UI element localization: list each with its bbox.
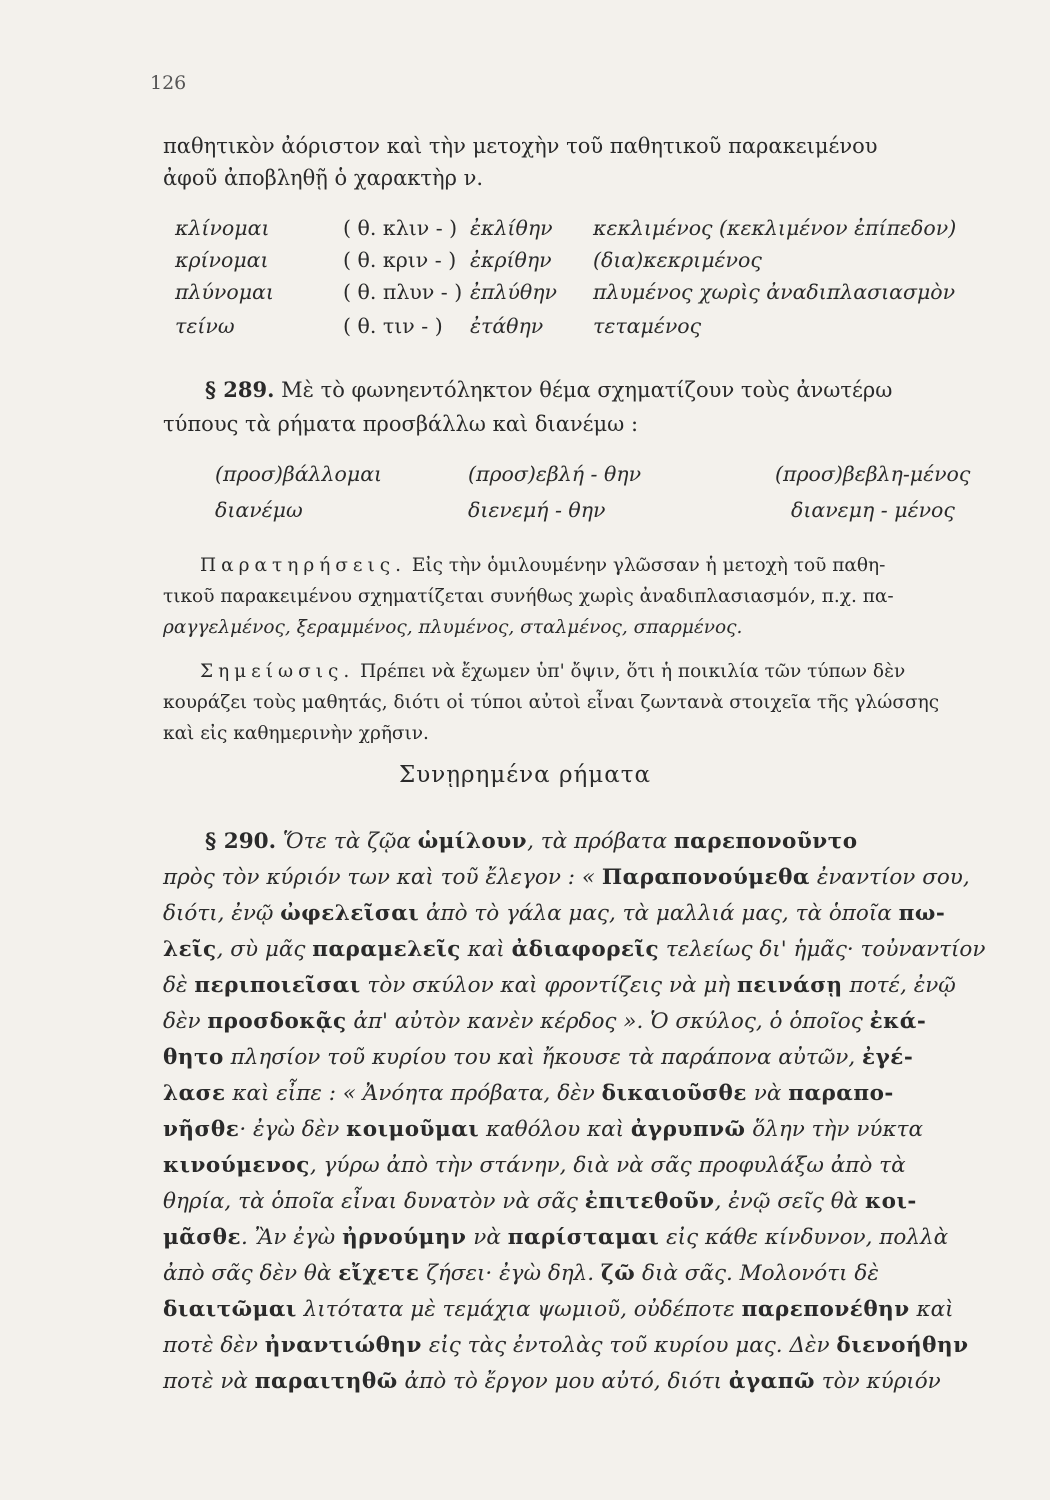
note-line-2: κουράζει τοὺς μαθητάς, διότι οἱ τύποι αὐτοὶ εἶναι ζωντανὰ στοιχεῖα τῆς γλώσσης bbox=[163, 692, 940, 713]
intro-line-1: παθητικὸν ἀόριστον καὶ τὴν μετοχὴν τοῦ παθητικοῦ παρακειμένου bbox=[163, 134, 878, 158]
note-line-1: Σημείωσις. Πρέπει νὰ ἔχωμεν ὑπ' ὄψιν, ὅτι ἡ ποικιλία τῶν τύπων δὲν bbox=[200, 661, 906, 682]
intro-line-2: ἀφοῦ ἀποβληθῇ ὁ χαρακτὴρ ν. bbox=[163, 166, 484, 190]
s290-line-15: ποτὲ δὲν ἠναντιώθην εἰς τὰς ἐντολὰς τοῦ κυρίου μας. Δὲν διενοήθην bbox=[163, 1333, 969, 1358]
verb-participle: (δια)κεκριμένος bbox=[593, 248, 762, 272]
remark-line-2: τικοῦ παρακειμένου σχηματίζεται συνήθως χωρὶς ἀναδιπλασιασμόν, π.χ. πα- bbox=[163, 586, 894, 607]
s290-line-3: διότι, ἐνῷ ὠφελεῖσαι ἀπὸ τὸ γάλα μας, τὰ μαλλιά μας, τὰ ὁποῖα πω- bbox=[163, 901, 946, 926]
s290-line-9: νῆσθε· ἐγὼ δὲν κοιμοῦμαι καθόλου καὶ ἀγρυπνῶ ὅλην τὴν νύκτα bbox=[163, 1117, 923, 1142]
s290-line-13: ἀπὸ σᾶς δὲν θὰ εἴχετε ζήσει· ἐγὼ δηλ. ζῶ διὰ σᾶς. Μολονότι δὲ bbox=[163, 1261, 879, 1286]
s290-line-5: δὲ περιποιεῖσαι τὸν σκύλον καὶ φροντίζεις νὰ μὴ πεινάσῃ ποτέ, ἐνῷ bbox=[163, 973, 956, 998]
s290-line-2: πρὸς τὸν κύριόν των καὶ τοῦ ἔλεγον : « Παραπονούμεθα ἐναντίον σου, bbox=[163, 865, 970, 890]
s290-line-4: λεῖς, σὺ μᾶς παραμελεῖς καὶ ἀδιαφορεῖς τελείως δι' ἡμᾶς· τοὐναντίον bbox=[163, 937, 986, 962]
verb-theme: ( θ. κριν - ) bbox=[343, 248, 457, 272]
verb: κλίνομαι bbox=[175, 216, 270, 240]
note-line-3: καὶ εἰς καθημερινὴν χρῆσιν. bbox=[163, 723, 429, 744]
section-289-line-2: τύπους τὰ ρήματα προσβάλλω καὶ διανέμω : bbox=[163, 412, 639, 436]
section-number: § 289. bbox=[205, 377, 275, 402]
page-number: 126 bbox=[150, 72, 187, 94]
s290-line-7: θητο πλησίον τοῦ κυρίου του καὶ ἤκουσε τὰ παράπονα αὐτῶν, ἐγέ- bbox=[163, 1045, 914, 1070]
verb-participle: τεταμένος bbox=[593, 314, 702, 338]
verb-aorist: ἐκρίθην bbox=[470, 248, 552, 272]
verb-theme: ( θ. τιν - ) bbox=[343, 314, 443, 338]
verb: πλύνομαι bbox=[175, 280, 274, 304]
section-heading: Συνῃρημένα ρήματα bbox=[398, 762, 652, 788]
remark-line-1: Παρατηρήσεις. Εἰς τὴν ὁμιλουμένην γλῶσσαν ἡ μετοχὴ τοῦ παθη- bbox=[200, 555, 886, 576]
remark-line-3: ραγγελμένος, ξεραμμένος, πλυμένος, σταλμένος, σπαρμένος. bbox=[163, 617, 743, 638]
verb-theme: ( θ. κλιν - ) bbox=[343, 216, 458, 240]
verb-aorist: ἐκλίθην bbox=[470, 216, 553, 240]
verb-participle: πλυμένος χωρὶς ἀναδιπλασιασμὸν bbox=[593, 280, 956, 304]
s290-line-12: μᾶσθε. Ἂν ἐγὼ ἠρνούμην νὰ παρίσταμαι εἰς κάθε κίνδυνον, πολλὰ bbox=[163, 1225, 949, 1250]
verb-aorist: ἐπλύθην bbox=[470, 280, 558, 304]
note-label: Σημείωσις. bbox=[200, 661, 355, 682]
book-page: 126 παθητικὸν ἀόριστον καὶ τὴν μετοχὴν τοῦ παθητικοῦ παρακειμένου ἀφοῦ ἀποβληθῇ ὁ χαρακτὴρ ν. κλίνομαι ( θ. κλιν - ) ἐκλίθην κεκλιμένος (κεκλιμένον ἐπίπεδον) κρίνομαι ( θ. κριν - ) ἐκρίθην (δια)κεκριμένος πλύνομαι ( θ. πλυν - ) ἐπλύθην πλυμένος χωρὶς ἀναδιπλασιασμὸν τείνω ( θ. τιν - ) ἐτάθην τεταμένος § 289. Μὲ τὸ φωνηεντόληκτον θέμα σχηματίζουν τοὺς ἀνωτέρω τύπους τὰ ρήματα προσβάλλω καὶ διανέμω : (προσ)βάλλομαι (προσ)εβλή - θην (προσ)βεβλη-μένος διανέμω διενεμή - θην διανεμη - μένος Παρατηρήσεις. Εἰς τὴν ὁμιλουμένην γλῶσσαν ἡ μετοχὴ τοῦ παθη- τικοῦ παρακειμένου σχηματίζεται συνήθως χωρὶς ἀναδιπλασιασμόν, π.χ. πα- ραγγελμένος, ξεραμμένος, πλυμένος, σταλμένος, σπαρμένος. Σημείωσις. Πρέπει νὰ ἔχωμεν ὑπ' ὄψιν, ὅτι ἡ ποικιλία τῶν τύπων δὲν κουράζει τοὺς μαθητάς, διότι οἱ τύποι αὐτοὶ εἶναι ζωντανὰ στοιχεῖα τῆς γλώσσης καὶ εἰς καθημερινὴν χρῆσιν. Συνῃρημένα ρήματα § 290. Ὅτε τὰ ζῷα ὡμίλουν, τὰ πρόβατα παρεπονοῦντο πρὸς τὸν κύριόν των καὶ τοῦ ἔλεγον : « Παραπονούμεθα ἐναντίον σου, διότι, ἐνῷ ὠφελεῖσαι ἀπὸ τὸ γάλα μας, τὰ μαλλιά μας, τὰ ὁποῖα πω- λεῖς, σὺ μᾶς παραμελεῖς καὶ ἀδιαφορεῖς τελείως δι' ἡμᾶς· τοὐναντίον δὲ περιποιεῖσαι τὸν σκύλον καὶ φροντίζεις νὰ μὴ πεινάσῃ ποτέ, ἐνῷ δὲν προσδοκᾷς ἀπ' αὐτὸν κανὲν κέρδος ». Ὁ σκύλος, ὁ ὁποῖος ἐκά- θητο πλησίον τοῦ κυρίου του καὶ ἤκουσε τὰ παράπονα αὐτῶν, ἐγέ- λασε καὶ εἶπε : « Ἀνόητα πρόβατα, δὲν δικαιοῦσθε νὰ παραπο- νῆσθε· ἐγὼ δὲν κοιμοῦμαι καθόλου καὶ ἀγρυπνῶ ὅλην τὴν νύκτα κινούμενος, γύρω ἀπὸ τὴν στάνην, διὰ νὰ σᾶς προφυλάξω ἀπὸ τὰ θηρία, τὰ ὁποῖα εἶναι δυνατὸν νὰ σᾶς ἐπιτεθοῦν, ἐνῷ σεῖς θὰ κοι- μᾶσθε. Ἂν ἐγὼ ἠρνούμην νὰ παρίσταμαι εἰς κάθε κίνδυνον, πολλὰ ἀπὸ σᾶς δὲν θὰ εἴχετε ζήσει· ἐγὼ δηλ. ζῶ διὰ σᾶς. Μολονότι δὲ διαιτῶμαι λιτότατα μὲ τεμάχια ψωμιοῦ, οὐδέποτε παρεπονέθην καὶ ποτὲ δὲν ἠναντιώθην εἰς τὰς ἐντολὰς τοῦ κυρίου μας. Δὲν διενοήθην ποτὲ νὰ παραιτηθῶ ἀπὸ τὸ ἔργον μου αὐτό, διότι ἀγαπῶ τὸν κύριόν bbox=[0, 0, 1050, 1500]
verb: κρίνομαι bbox=[175, 248, 269, 272]
s290-line-11: θηρία, τὰ ὁποῖα εἶναι δυνατὸν νὰ σᾶς ἐπιτεθοῦν, ἐνῷ σεῖς θὰ κοι- bbox=[163, 1189, 917, 1214]
s290-line-1: § 290. Ὅτε τὰ ζῷα ὡμίλουν, τὰ πρόβατα παρεπονοῦντο bbox=[205, 829, 858, 854]
verb-participle: κεκλιμένος (κεκλιμένον ἐπίπεδον) bbox=[593, 216, 957, 240]
s290-line-16: ποτὲ νὰ παραιτηθῶ ἀπὸ τὸ ἔργον μου αὐτό, διότι ἀγαπῶ τὸν κύριόν bbox=[163, 1369, 941, 1394]
verb: τείνω bbox=[175, 314, 235, 338]
section-289-line-1: § 289. Μὲ τὸ φωνηεντόληκτον θέμα σχηματίζουν τοὺς ἀνωτέρω bbox=[205, 377, 893, 402]
s290-line-10: κινούμενος, γύρω ἀπὸ τὴν στάνην, διὰ νὰ σᾶς προφυλάξω ἀπὸ τὰ bbox=[163, 1153, 906, 1178]
s290-line-14: διαιτῶμαι λιτότατα μὲ τεμάχια ψωμιοῦ, οὐδέποτε παρεπονέθην καὶ bbox=[163, 1297, 954, 1322]
verb-aorist: ἐτάθην bbox=[470, 314, 544, 338]
s290-line-8: λασε καὶ εἶπε : « Ἀνόητα πρόβατα, δὲν δικαιοῦσθε νὰ παραπο- bbox=[163, 1081, 894, 1106]
remark-label: Παρατηρήσεις. bbox=[200, 555, 406, 576]
verb-theme: ( θ. πλυν - ) bbox=[343, 280, 463, 304]
s290-line-6: δὲν προσδοκᾷς ἀπ' αὐτὸν κανὲν κέρδος ». Ὁ σκύλος, ὁ ὁποῖος ἐκά- bbox=[163, 1009, 927, 1034]
